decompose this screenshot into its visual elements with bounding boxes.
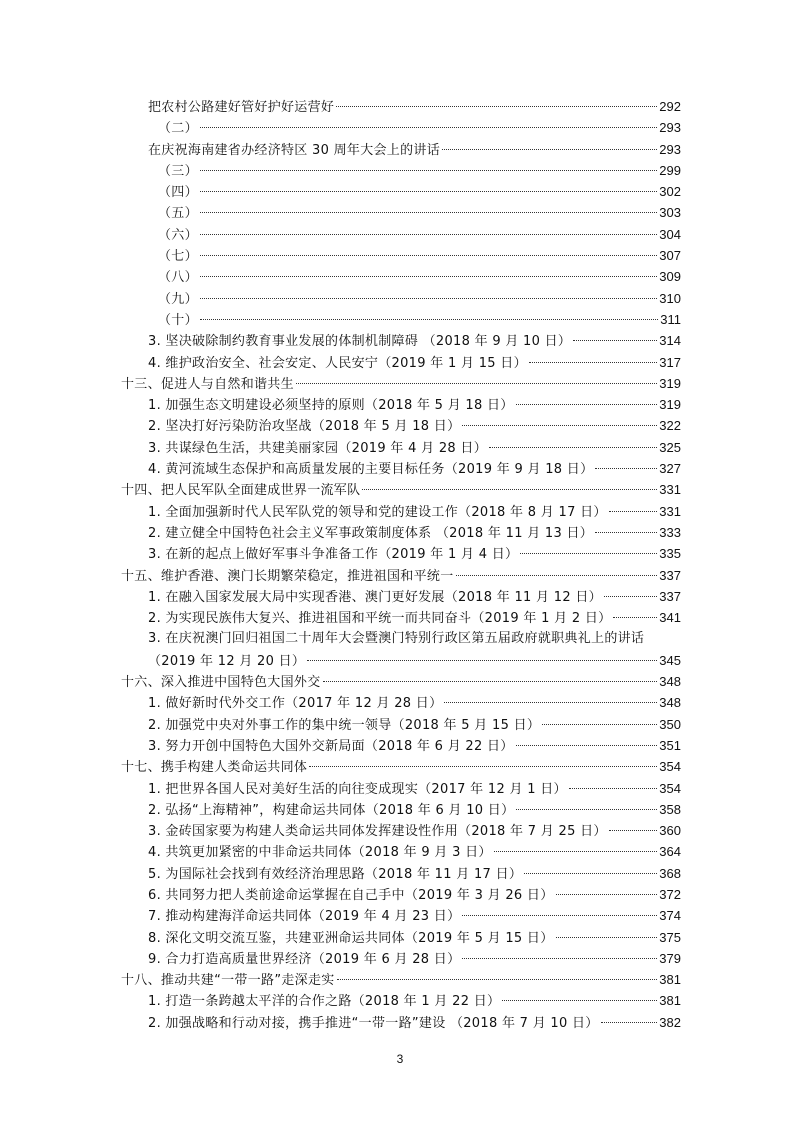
toc-entry[interactable] bbox=[0, 714, 800, 735]
toc-entry[interactable] bbox=[0, 160, 800, 181]
toc-entry-title: （2019 年 12 月 20 日） bbox=[148, 653, 306, 669]
toc-entry-line bbox=[158, 309, 681, 331]
toc-entry-line bbox=[148, 714, 681, 736]
toc-entry-line bbox=[148, 650, 681, 672]
toc-page-number: 337 bbox=[659, 588, 681, 604]
toc-entry-line bbox=[148, 543, 681, 565]
toc-entry[interactable] bbox=[0, 586, 800, 607]
toc-chapter-entry[interactable] bbox=[0, 373, 800, 394]
toc-entry-line bbox=[158, 202, 681, 224]
dot-leader bbox=[200, 170, 657, 171]
toc-entry-line bbox=[121, 671, 681, 693]
toc-page-number: 292 bbox=[659, 99, 681, 114]
toc-entry-line bbox=[148, 778, 681, 800]
toc-entry-line bbox=[121, 565, 681, 587]
dot-leader bbox=[200, 234, 657, 235]
dot-leader bbox=[200, 255, 657, 256]
toc-page-number: 302 bbox=[659, 184, 681, 200]
toc-entry-title: 7. 推动构建海洋命运共同体（2019 年 4 月 23 日） bbox=[148, 909, 461, 925]
toc-entry-line bbox=[148, 799, 681, 821]
toc-entry-line bbox=[158, 117, 681, 139]
toc-entry-line bbox=[121, 479, 681, 501]
dot-leader bbox=[200, 298, 657, 299]
toc-entry-line bbox=[121, 756, 681, 778]
toc-page-number: 379 bbox=[659, 950, 681, 966]
toc-entry-title: 在庆祝海南建省办经济特区 30 周年大会上的讲话 bbox=[148, 142, 441, 158]
toc-entry-title: 把农村公路建好管好护好运营好 bbox=[148, 100, 335, 115]
toc-entry-title: 2. 坚决打好污染防治攻坚战（2018 年 5 月 18 日） bbox=[148, 419, 461, 435]
dot-leader bbox=[613, 617, 657, 618]
toc-entry-line bbox=[148, 522, 681, 544]
toc-entry-title: 5. 为国际社会找到有效经济治理思路（2018 年 11 月 17 日） bbox=[148, 866, 523, 882]
toc-entry-title: 9. 合力打造高质量世界经济（2019 年 6 月 28 日） bbox=[148, 951, 461, 967]
toc-entry[interactable] bbox=[0, 352, 800, 373]
toc-entry-title: （四） bbox=[158, 185, 198, 201]
toc-entry[interactable] bbox=[0, 863, 800, 884]
toc-entry-title: 3. 在庆祝澳门回归祖国二十周年大会暨澳门特别行政区第五届政府就职典礼上的讲话 bbox=[148, 631, 645, 647]
toc-entry-title: 2. 建立健全中国特色社会主义军事政策制度体系 （2018 年 11 月 13 日） bbox=[148, 525, 594, 541]
toc-entry[interactable] bbox=[0, 224, 800, 245]
toc-entry-title: 3. 坚决破除制约教育事业发展的体制机制障碍 （2018 年 9 月 10 日） bbox=[148, 334, 572, 350]
toc-entry-title: 3. 金砖国家要为构建人类命运共同体发挥建设性作用（2018 年 7 月 25 日） bbox=[148, 824, 607, 840]
toc-entry-line bbox=[158, 160, 681, 182]
toc-entry[interactable] bbox=[0, 139, 800, 160]
toc-page-number: 303 bbox=[659, 205, 681, 221]
toc-entry-line bbox=[148, 863, 681, 885]
dot-leader bbox=[462, 958, 657, 959]
toc-entry-line bbox=[148, 458, 681, 480]
toc-entry-title: 1. 打造一条跨越太平洋的合作之路（2018 年 1 月 22 日） bbox=[148, 994, 501, 1010]
toc-entry-title: （六） bbox=[158, 227, 198, 243]
toc-entry[interactable] bbox=[0, 820, 800, 841]
toc-page-number: 382 bbox=[659, 1014, 681, 1030]
toc-entry-title: 8. 深化文明交流互鉴，共建亚洲命运共同体（2019 年 5 月 15 日） bbox=[148, 930, 554, 946]
dot-leader bbox=[520, 553, 657, 554]
toc-entry[interactable] bbox=[0, 543, 800, 564]
toc-entry-title: （七） bbox=[158, 249, 198, 265]
toc-entry-line bbox=[148, 96, 681, 118]
toc-page-number: 345 bbox=[659, 652, 681, 668]
toc-entry[interactable] bbox=[0, 181, 800, 202]
toc-page-number: 293 bbox=[659, 141, 681, 157]
toc-entry-line bbox=[148, 1012, 681, 1034]
toc-entry-line bbox=[148, 394, 681, 416]
toc-page-number: 381 bbox=[659, 972, 681, 988]
toc-page-number: 374 bbox=[659, 908, 681, 924]
toc-entry[interactable] bbox=[0, 735, 800, 756]
toc-entry[interactable] bbox=[0, 905, 800, 926]
toc-page-number: 351 bbox=[659, 737, 681, 753]
dot-leader bbox=[309, 766, 657, 767]
dot-leader bbox=[595, 468, 657, 469]
toc-entry[interactable] bbox=[0, 309, 800, 330]
toc-page-number: 317 bbox=[659, 354, 681, 370]
toc-entry-title: 2. 为实现民族伟大复兴、推进祖国和平统一而共同奋斗（2019 年 1 月 2 日） bbox=[148, 611, 612, 627]
toc-page-number: 327 bbox=[659, 461, 681, 477]
toc-entry[interactable] bbox=[0, 948, 800, 969]
toc-page-number: 322 bbox=[659, 418, 681, 434]
toc-entry-line bbox=[158, 181, 681, 203]
dot-leader bbox=[516, 745, 658, 746]
toc-entry[interactable] bbox=[0, 799, 800, 820]
page-number: 3 bbox=[396, 1052, 404, 1066]
toc-entry-line bbox=[148, 948, 681, 970]
toc-entry-line bbox=[148, 139, 681, 161]
toc-chapter-entry[interactable] bbox=[0, 565, 800, 586]
toc-page-number: 325 bbox=[659, 439, 681, 455]
toc-entry[interactable] bbox=[0, 458, 800, 479]
toc-chapter-entry[interactable] bbox=[0, 479, 800, 500]
toc-entry[interactable] bbox=[0, 330, 800, 351]
toc-entry[interactable] bbox=[0, 841, 800, 862]
toc-entry[interactable] bbox=[0, 437, 800, 458]
dot-leader bbox=[609, 511, 658, 512]
toc-entry-title: （八） bbox=[158, 270, 198, 286]
toc-page-number: 311 bbox=[660, 311, 681, 327]
toc-entry-line bbox=[148, 735, 681, 757]
toc-page-number: 368 bbox=[659, 865, 681, 881]
dot-leader bbox=[307, 660, 657, 661]
dot-leader bbox=[323, 681, 658, 682]
toc-page-number: 372 bbox=[659, 886, 681, 902]
toc-page-number: 335 bbox=[659, 546, 681, 562]
toc-entry[interactable] bbox=[0, 266, 800, 287]
dot-leader bbox=[200, 127, 657, 128]
toc-entry-title: 4. 黄河流域生态保护和高质量发展的主要目标任务（2019 年 9 月 18 日） bbox=[148, 462, 594, 478]
toc-page-number: 337 bbox=[659, 567, 681, 583]
toc-entry-title: 4. 维护政治安全、社会安定、人民安宁（2019 年 1 月 15 日） bbox=[148, 355, 527, 371]
toc-entry-title: 1. 把世界各国人民对美好生活的向往变成现实（2017 年 12 月 1 日） bbox=[148, 781, 567, 797]
dot-leader bbox=[489, 447, 657, 448]
toc-page-number: 331 bbox=[659, 482, 681, 498]
toc-entry-line bbox=[148, 692, 681, 714]
dot-leader bbox=[529, 362, 657, 363]
toc-entry[interactable] bbox=[0, 288, 800, 309]
toc-entry-line bbox=[148, 607, 681, 629]
toc-entry-title: 2. 加强战略和行动对接，携手推进“一带一路”建设 （2018 年 7 月 10 日） bbox=[148, 1015, 599, 1031]
toc-entry-title: 十三、促进人与自然和谐共生 bbox=[121, 376, 294, 392]
toc-entry-title: 3. 在新的起点上做好军事斗争准备工作（2019 年 1 月 4 日） bbox=[148, 547, 519, 563]
dot-leader bbox=[456, 575, 658, 576]
toc-entry-title: （三） bbox=[158, 163, 198, 179]
toc-entry-line bbox=[148, 437, 681, 459]
toc-entry-title: 十七、携手构建人类命运共同体 bbox=[121, 760, 308, 776]
toc-entry[interactable] bbox=[0, 96, 800, 117]
toc-entry[interactable] bbox=[0, 394, 800, 415]
toc-entry-line bbox=[148, 586, 681, 608]
dot-leader bbox=[494, 851, 658, 852]
toc-entry-line bbox=[148, 415, 681, 437]
toc-entry-line bbox=[158, 245, 681, 267]
toc-page-number: 319 bbox=[659, 397, 681, 413]
toc-page-number: 354 bbox=[659, 759, 681, 775]
toc-entry[interactable] bbox=[0, 778, 800, 799]
toc-entry-title: 十六、深入推进中国特色大国外交 bbox=[121, 675, 321, 691]
toc-entry-line bbox=[148, 990, 681, 1012]
toc-page-number: 293 bbox=[659, 120, 681, 136]
toc-page-number: 364 bbox=[659, 844, 681, 860]
toc-entry-line bbox=[121, 373, 681, 395]
toc-entry-line bbox=[158, 224, 681, 246]
dot-leader bbox=[516, 404, 658, 405]
toc-entry[interactable] bbox=[0, 692, 800, 713]
toc-entry[interactable] bbox=[0, 927, 800, 948]
toc-entry-title: 1. 做好新时代外交工作（2017 年 12 月 28 日） bbox=[148, 696, 443, 712]
toc-entry[interactable] bbox=[0, 501, 800, 522]
toc-entry-title: 1. 加强生态文明建设必须坚持的原则（2018 年 5 月 18 日） bbox=[148, 398, 514, 414]
toc-entry-line bbox=[148, 905, 681, 927]
toc-chapter-entry[interactable] bbox=[0, 969, 800, 990]
toc-page-number: 341 bbox=[659, 610, 681, 626]
toc-page-number: 310 bbox=[659, 290, 681, 306]
dot-leader bbox=[362, 489, 657, 490]
toc-entry-title: 1. 在融入国家发展大局中实现香港、澳门更好发展（2018 年 11 月 12 日） bbox=[148, 589, 602, 605]
toc-entry-title: （九） bbox=[158, 291, 198, 307]
toc-entry-title: 4. 共筑更加紧密的中非命运共同体（2018 年 9 月 3 日） bbox=[148, 845, 492, 861]
toc-page-number: 354 bbox=[659, 780, 681, 796]
toc-entry[interactable] bbox=[0, 415, 800, 436]
toc-page-number: 299 bbox=[659, 162, 681, 178]
dot-leader bbox=[601, 1022, 658, 1023]
dot-leader bbox=[462, 915, 657, 916]
dot-leader bbox=[609, 830, 658, 831]
toc-entry-title: 3. 共谋绿色生活，共建美丽家园（2019 年 4 月 28 日） bbox=[148, 440, 487, 456]
toc-page-number: 348 bbox=[659, 695, 681, 711]
dot-leader bbox=[556, 894, 658, 895]
toc-entry[interactable] bbox=[0, 245, 800, 266]
toc-page-number: 309 bbox=[659, 269, 681, 285]
toc-entry-title: （十） bbox=[158, 312, 198, 328]
toc-page-number: 307 bbox=[659, 248, 681, 264]
toc-entry-title: 3. 努力开创中国特色大国外交新局面（2018 年 6 月 22 日） bbox=[148, 738, 514, 754]
dot-leader bbox=[542, 724, 657, 725]
dot-leader bbox=[502, 1000, 657, 1001]
dot-leader bbox=[595, 532, 657, 533]
toc-chapter-entry[interactable] bbox=[0, 671, 800, 692]
toc-entry[interactable] bbox=[0, 522, 800, 543]
toc-entry-title: 2. 加强党中央对外事工作的集中统一领导（2018 年 5 月 15 日） bbox=[148, 717, 541, 733]
toc-entry-line bbox=[148, 841, 681, 863]
toc-entry[interactable] bbox=[0, 650, 800, 671]
toc-entry-line bbox=[121, 969, 681, 991]
toc-entry-title: 十八、推动共建“一带一路”走深走实 bbox=[121, 973, 335, 989]
dot-leader bbox=[200, 212, 657, 213]
toc-page-number: 331 bbox=[659, 503, 681, 519]
table-of-contents bbox=[0, 96, 800, 1033]
dot-leader bbox=[296, 383, 657, 384]
toc-entry[interactable] bbox=[0, 202, 800, 223]
dot-leader bbox=[573, 340, 657, 341]
dot-leader bbox=[337, 979, 658, 980]
toc-page-number: 333 bbox=[659, 524, 681, 540]
toc-entry[interactable] bbox=[0, 607, 800, 628]
toc-entry-line bbox=[148, 884, 681, 906]
toc-page-number: 360 bbox=[659, 823, 681, 839]
toc-entry-line bbox=[158, 288, 681, 310]
toc-page-number: 319 bbox=[659, 375, 681, 391]
toc-entry-line bbox=[148, 501, 681, 523]
dot-leader bbox=[200, 319, 658, 320]
toc-page-number: 381 bbox=[659, 993, 681, 1009]
dot-leader bbox=[462, 425, 657, 426]
toc-entry-line bbox=[148, 820, 681, 842]
toc-page-number: 348 bbox=[659, 674, 681, 690]
toc-entry[interactable] bbox=[0, 1012, 800, 1033]
toc-entry-line bbox=[148, 628, 681, 649]
toc-page-number: 358 bbox=[659, 801, 681, 817]
toc-entry-line bbox=[148, 330, 681, 352]
dot-leader bbox=[569, 788, 658, 789]
toc-entry-line bbox=[148, 352, 681, 374]
toc-entry-line bbox=[148, 927, 681, 949]
toc-entry[interactable] bbox=[0, 884, 800, 905]
toc-entry-title: 十四、把人民军队全面建成世界一流军队 bbox=[121, 483, 361, 499]
dot-leader bbox=[444, 702, 657, 703]
toc-entry[interactable] bbox=[0, 628, 800, 649]
toc-entry-line bbox=[158, 266, 681, 288]
toc-page-number: 350 bbox=[659, 716, 681, 732]
dot-leader bbox=[200, 191, 657, 192]
dot-leader bbox=[604, 596, 657, 597]
toc-entry-title: 十五、维护香港、澳门长期繁荣稳定，推进祖国和平统一 bbox=[121, 568, 454, 584]
toc-page-number: 375 bbox=[659, 929, 681, 945]
toc-entry[interactable] bbox=[0, 990, 800, 1011]
toc-entry-title: 1. 全面加强新时代人民军队党的领导和党的建设工作（2018 年 8 月 17 日） bbox=[148, 504, 607, 520]
dot-leader bbox=[336, 106, 657, 107]
dot-leader bbox=[442, 149, 657, 150]
toc-chapter-entry[interactable] bbox=[0, 756, 800, 777]
dot-leader bbox=[200, 276, 657, 277]
dot-leader bbox=[556, 937, 658, 938]
toc-page-number: 314 bbox=[659, 333, 681, 349]
toc-entry-title: （五） bbox=[158, 206, 198, 222]
toc-entry-title: 2. 弘扬“上海精神”，构建命运共同体（2018 年 6 月 10 日） bbox=[148, 802, 515, 818]
dot-leader bbox=[524, 873, 657, 874]
toc-entry[interactable] bbox=[0, 117, 800, 138]
toc-page-number: 304 bbox=[659, 226, 681, 242]
toc-entry-title: （二） bbox=[158, 121, 198, 137]
dot-leader bbox=[516, 809, 657, 810]
toc-entry-title: 6. 共同努力把人类前途命运掌握在自己手中（2019 年 3 月 26 日） bbox=[148, 887, 554, 903]
